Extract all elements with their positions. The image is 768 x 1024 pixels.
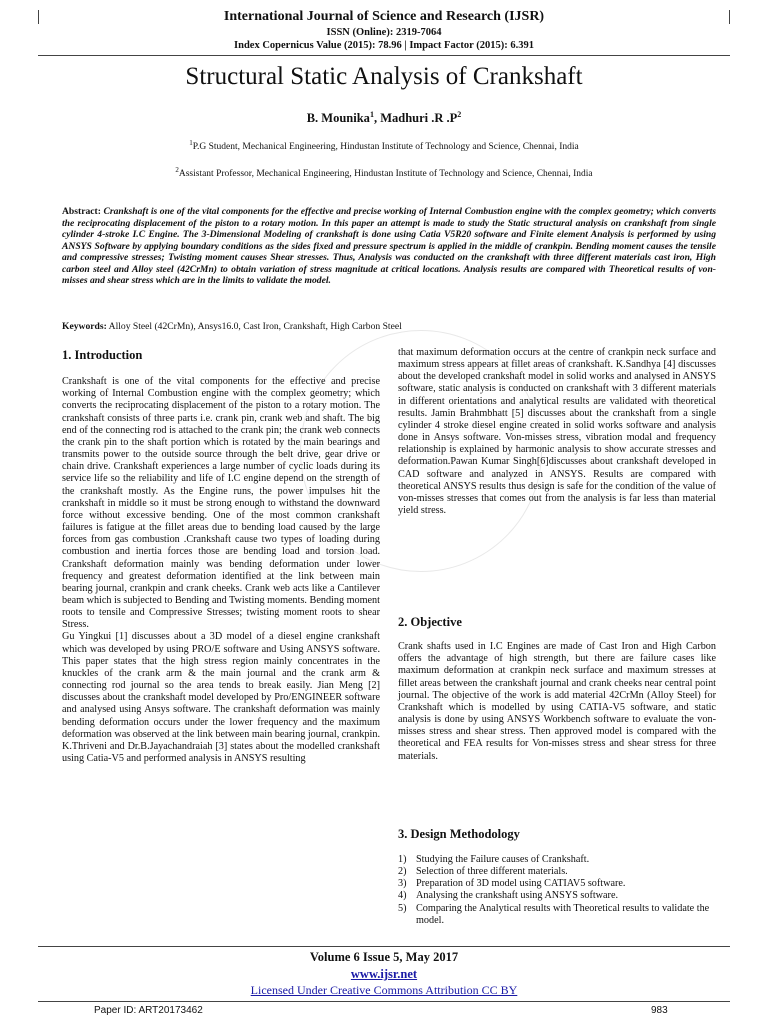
- design-steps: [398, 854, 716, 927]
- design-section: [398, 828, 716, 927]
- volume-issue: Volume 6 Issue 5, May 2017: [309, 950, 459, 964]
- step-number: 2): [398, 866, 407, 878]
- intro-paragraph-2: Gu Yingkui [1] discusses about a 3D model of a diesel engine crankshaft which was developed by using PRO/E software and Using ANSYS software. This paper states that the high stress region mainly concentrates in the knuckles of the crank arm & the main journal and the crank arm & connecting rod journal so the area tends to break easily. Jian Meng [2] discusses about the crankshaft model developed by Pro/ENGINEER software and analysed using Ansys software. The crankshaft deformation was mainly bending deformation occurs under the lower frequency and the maximum deformation was observed at the link between main bearing journal, crankpin. K.Thriveni and Dr.B.Jayachandraiah [3] states about the modelled crankshaft using Catia-V5 and performed analysis in ANSYS resulting: [62, 631, 380, 764]
- affiliation-1: [0, 139, 768, 152]
- author-1: B. Mounika: [306, 111, 370, 126]
- list-item: [398, 878, 716, 890]
- header-rule: [38, 55, 730, 56]
- section-heading-objective: 2. Objective: [398, 615, 462, 629]
- section-heading-design: 3. Design Methodology: [398, 827, 520, 841]
- objective-paragraph: Crank shafts used in I.C Engines are made of Cast Iron and High Carbon offers the advantage of high strength, but there are failure cases like maximum deformation at crankpin neck surface and maximum stresses at fillet areas between the crankshaft journal and crank cheeks near central point journal. The objective of the work is add material 42CrMn (Alloy Steel) for Crankshaft which is modelled by using CATIA-V5 software, and static analysis is done by using ANSYS Workbench software to evaluate the von-misses stress and shear stress. Then approved model is compared with the theoretical and FEA results for Von-misses stress and shear stress for three materials.: [398, 641, 716, 762]
- affiliation-1-sup: 1: [189, 139, 193, 147]
- affiliation-2-text: Assistant Professor, Mechanical Engineering, Hindustan Institute of Technology and Science, Chennai, India: [178, 169, 593, 180]
- author-2-sup: 2: [457, 110, 462, 119]
- list-item: [398, 890, 716, 902]
- step-number: 4): [398, 890, 407, 902]
- author-1-sup: 1: [369, 110, 374, 119]
- abstract: [62, 206, 716, 287]
- author-2: Madhuri .R .P: [380, 111, 458, 126]
- step-text: Preparation of 3D model using CATIAV5 software.: [416, 878, 626, 890]
- affiliation-2: [0, 166, 768, 179]
- keywords-text: Alloy Steel (42CrMn), Ansys16.0, Cast Iron, Crankshaft, High Carbon Steel: [108, 321, 402, 332]
- keywords: [62, 321, 716, 332]
- author-sep: ,: [373, 111, 381, 126]
- license-link[interactable]: Licensed Under Creative Commons Attribution CC BY: [250, 983, 518, 997]
- paper-title: Structural Static Analysis of Crankshaft: [185, 63, 583, 90]
- page-number: 983: [651, 1005, 668, 1016]
- step-number: 5): [398, 902, 407, 914]
- list-item: [398, 866, 716, 878]
- right-column: [398, 347, 716, 517]
- intro-paragraph-3: that maximum deformation occurs at the centre of crankpin neck surface and maximum stress appears at fillet areas of crankshaft. K.Sandhya [4] discusses about the developed crankshaft model in solid works and analysed in ANSYS software, static analysis is conducted on crankshaft with 3 different materials in different orientations and analytical results are validated with theoretical results. Jamin Brahmbhatt [5] discusses about the crankshaft from a single cylinder 4 stroke diesel engine created in solid works software and analysis done in Ansys software. Von-misses stress, vibration modal and frequency relationship is explained by harmonic analysis to show accurate stresses and deformation.Pawan Kumar Singh[6]discusses about crankshaft developed in CAD software and analyzed in ANSYS. Results are compared with theoretical ANSYS results thus design is safe for the condition of the value of von-misses stresses that comes out from the analysis is far less than material yield stress.: [398, 347, 716, 517]
- author-list: [0, 110, 768, 126]
- objective-section: [398, 616, 716, 763]
- abstract-label: Abstract:: [62, 206, 101, 217]
- index-impact: Index Copernicus Value (2015): 78.96 | Impact Factor (2015): 6.391: [234, 40, 534, 51]
- step-text: Selection of three different materials.: [416, 866, 568, 878]
- list-item: [398, 854, 716, 866]
- affiliation-1-text: P.G Student, Mechanical Engineering, Hindustan Institute of Technology and Science, Chennai, India: [192, 142, 579, 153]
- affiliation-2-sup: 2: [175, 166, 179, 174]
- step-text: Studying the Failure causes of Crankshaft.: [416, 854, 590, 866]
- keywords-label: Keywords:: [62, 321, 107, 332]
- step-text: Comparing the Analytical results with Theoretical results to validate the model.: [416, 902, 710, 926]
- step-text: Analysing the crankshaft using ANSYS software.: [416, 890, 619, 902]
- journal-url-link[interactable]: www.ijsr.net: [350, 967, 418, 981]
- list-item: [398, 903, 716, 927]
- journal-name: International Journal of Science and Research (IJSR): [223, 9, 545, 24]
- issn: ISSN (Online): 2319-7064: [326, 27, 442, 38]
- footer-rule: [38, 946, 730, 947]
- footer-bottom-rule: [38, 1001, 730, 1002]
- step-number: 3): [398, 878, 407, 890]
- section-heading-introduction: 1. Introduction: [62, 348, 143, 362]
- paper-id: Paper ID: ART20173462: [94, 1005, 203, 1016]
- left-column: [62, 349, 380, 765]
- intro-paragraph-1: Crankshaft is one of the vital components for the effective and precise working of Internal Combustion engine with the complex geometry; which converts the reciprocating displacement of the piston to a rotary motion. The crankshaft consists of three parts i.e. crank pin, crank web and shaft. The big end of the connecting rod is attached to the crank pin; the crank web connects the crank pin to the shaft portion which is rotated by the main bearings and transmits power to the outside source through the belt drive, gear drive or chain drive. Crankshaft experiences a large number of cyclic loads during its service life so the reliability and life of I.C engine depend on the strength of the crankshaft mostly. As the Engine runs, the power impulses hit the crankshaft in middle so it must be strong enough to withstand the downward force without excessive bending. One of the most common crankshaft failures is fatigue at the fillet areas due to bending load caused by the large forces from gas combustion .Crankshaft cause two types of loading during combustion and inertia forces those are bending load and torsion load. Crankshaft deformation mainly was bending deformation under lower frequency and greatest deformation identified at the link between main bearing journal, crankpin and crank cheeks. Crank web acts like a Cantilever beam which is subjected to Bending and Twisting moments. Bending moment roots to tensile and Compressive Stresses; twisting moment roots to shear Stress.: [62, 376, 380, 631]
- step-number: 1): [398, 854, 407, 866]
- abstract-text: Crankshaft is one of the vital components for the effective and precise working of Internal Combustion engine with the complex geometry; which converts the reciprocating displacement of the piston to a rotary motion. In this paper an attempt is made to study the Static structural analysis on crankshaft from single cylinder 4-stroke I.C Engine. The 3-Dimensional Modeling of crankshaft is done using Catia V5R20 software and Finite element Analysis is performed by using ANSYS Software by applying boundary conditions as the sides fixed and pressure spectrum is applied in the middle of crankpin. Bending moment causes the tensile and compressive stresses; Twisting moment causes Shear stresses. Thus, Analysis was conducted on the crankshaft with three different materials cast iron, High carbon steel and Alloy steel (42CrMn) to obtain variation of stress magnitude at critical locations. Analysis results are compared with Theoretical results of von-misses and shear stress which are in the limits to validate the model.: [62, 206, 716, 287]
